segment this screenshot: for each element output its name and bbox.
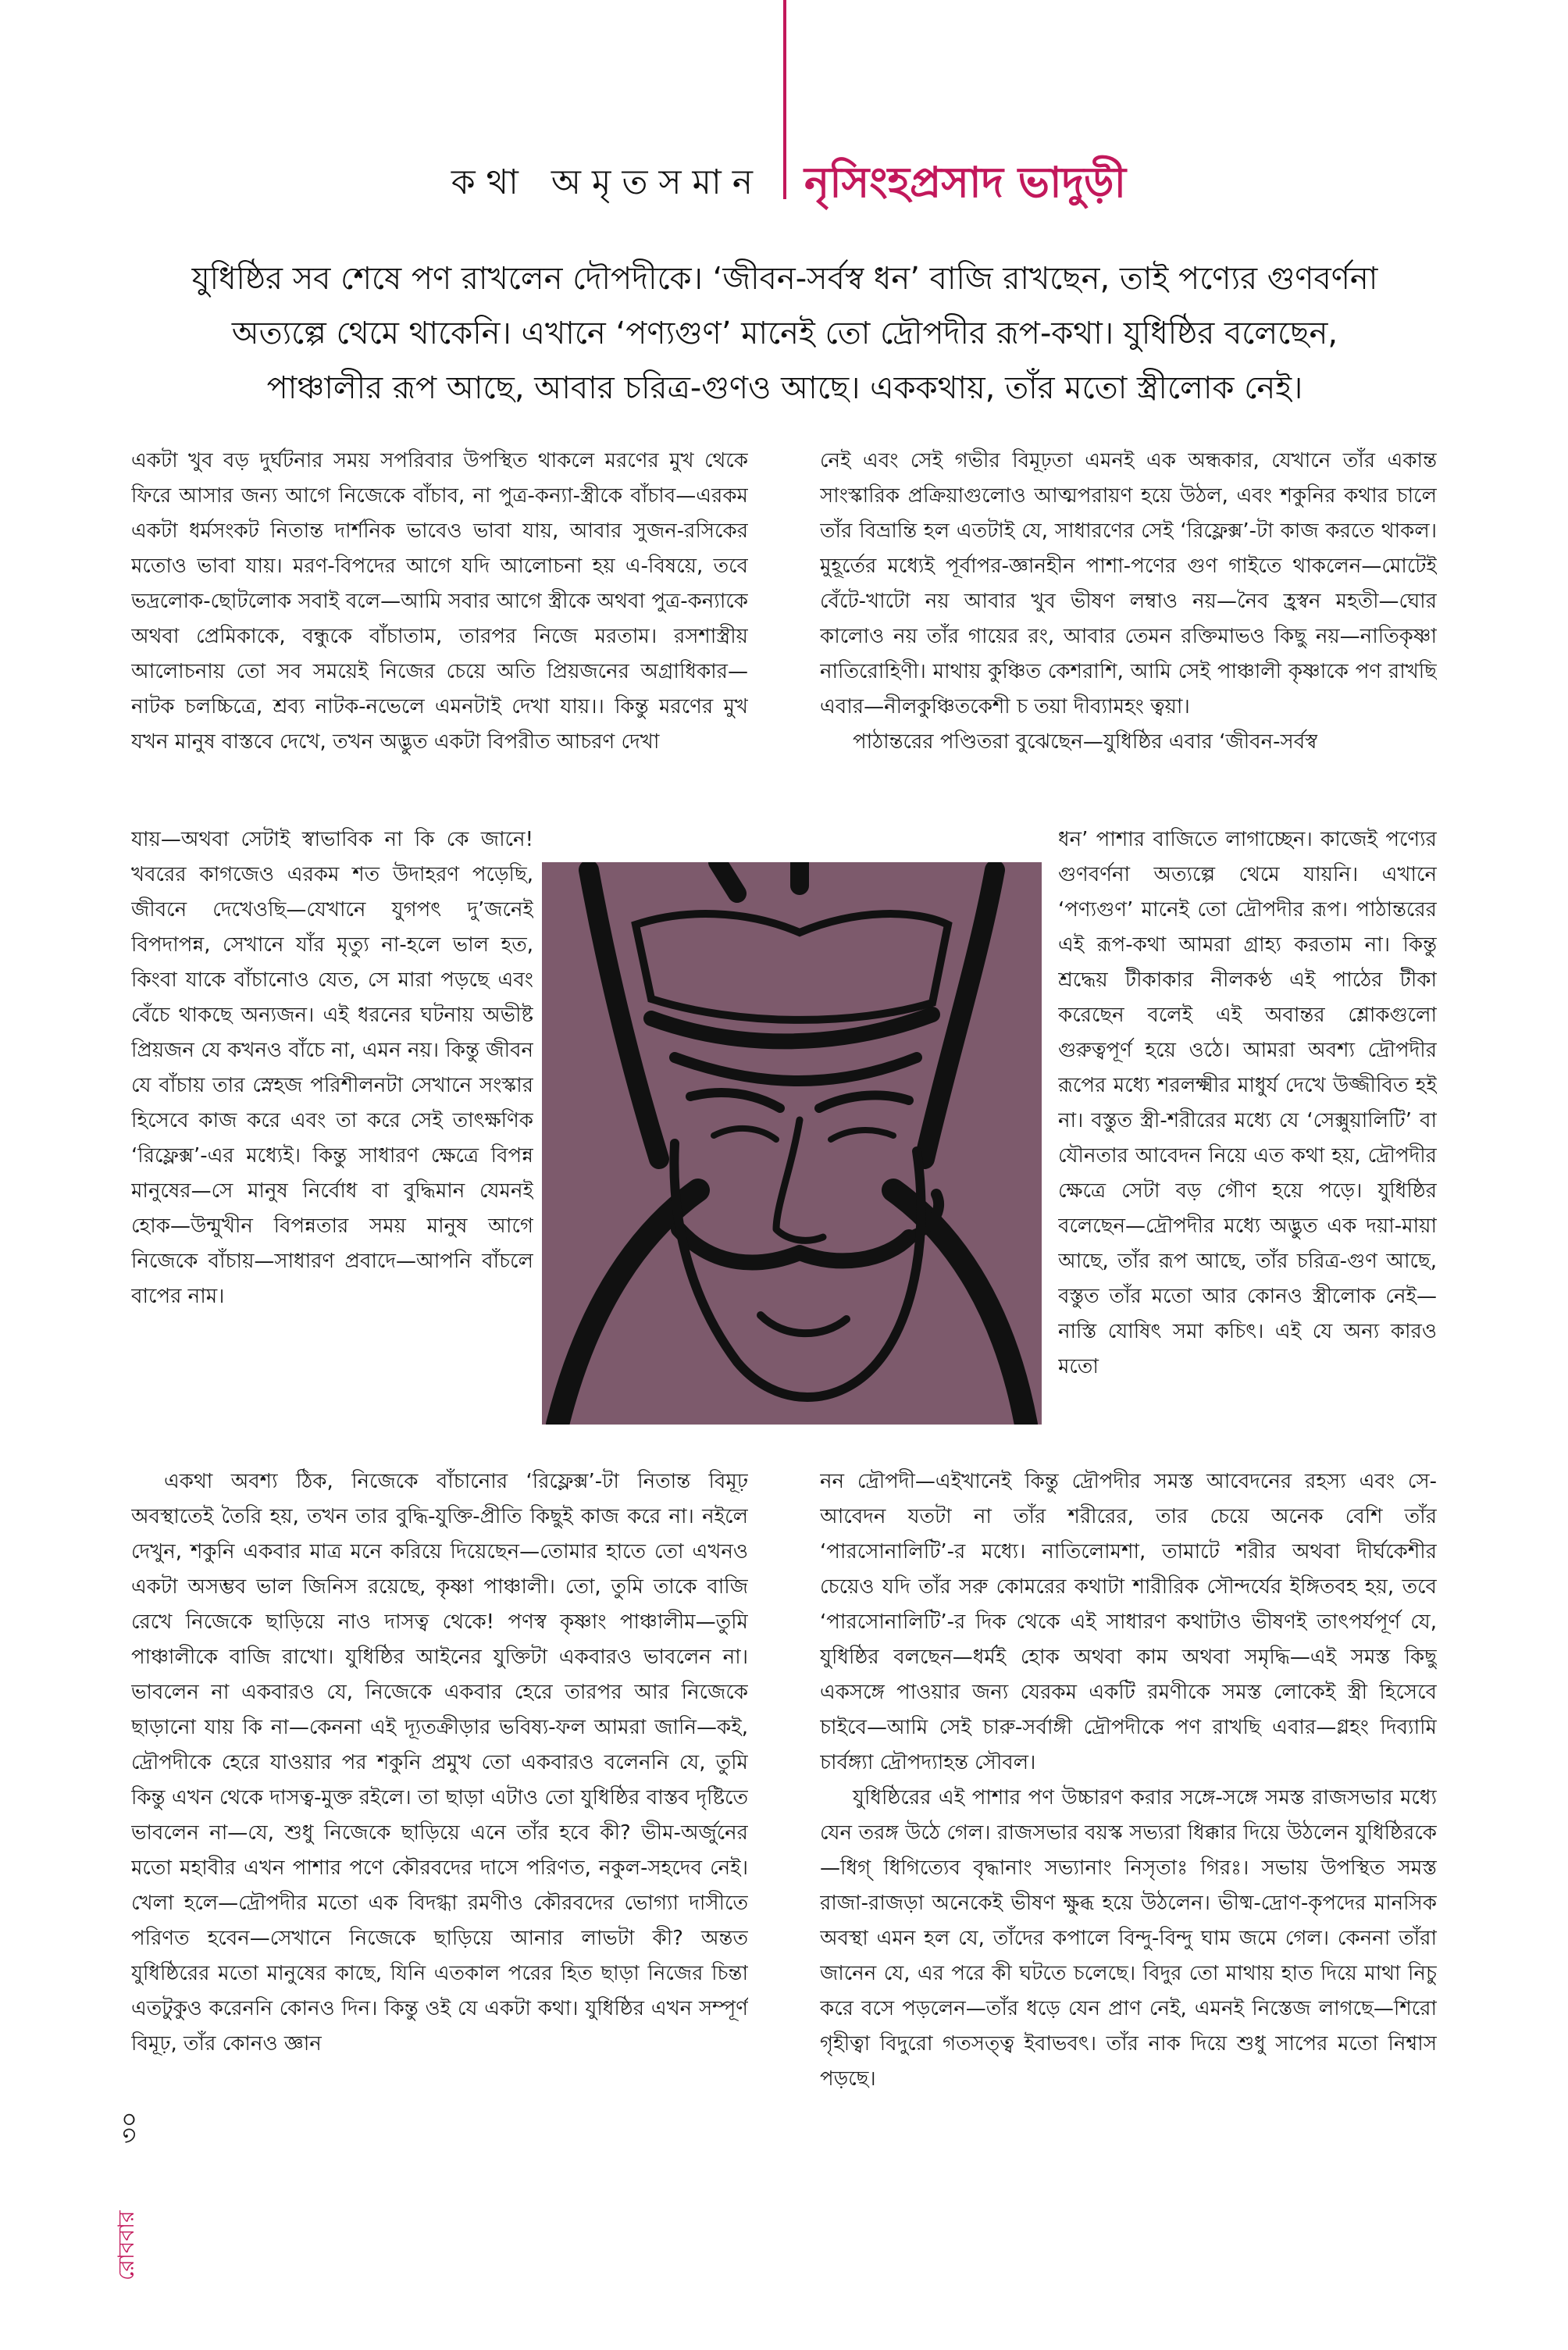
- column-title: কথা অমৃতসমান: [451, 162, 764, 202]
- left-column-bottom: [131, 1464, 748, 2206]
- yudhishthira-illustration: [542, 862, 1042, 1425]
- paragraph: যায়—অথবা সেটাই স্বাভাবিক না কি কে জানে! খবরের কাগজেও এরকম শত উদাহরণ পড়েছি, জীবনে দেখেওছি—যেখানে যুগপৎ দু’জনেই বিপদাপন্ন, সেখানে যাঁর মৃত্যু না-হলে ভাল হত, কিংবা যাকে বাঁচানোও যেত, সে মারা পড়ছে এবং বেঁচে থাকছে অন্যজন। এই ধরনের ঘটনায় অভীষ্ট প্রিয়জন যে কখনও বাঁচে না, এমন নয়। কিন্তু জীবন যে বাঁচায় তার স্নেহজ পরিশীলনটা সেখানে সংস্কার হিসেবে কাজ করে এবং তা করে সেই তাৎক্ষণিক ‘রিফ্লেক্স’-এর মধ্যেই। কিন্তু সাধারণ ক্ষেত্রে বিপন্ন মানুষের—সে মানুষ নির্বোধ বা বুদ্ধিমান যেমনই হোক—উন্মুখীন বিপন্নতার সময় মানুষ আগে নিজেকে বাঁচায়—সাধারণ প্রবাদে—আপনি বাঁচলে বাপের নাম।: [131, 828, 533, 1308]
- author-name: নৃসিংহপ্রসাদ ভাদুড়ী: [804, 158, 1127, 207]
- paragraph: নন দ্রৌপদী—এইখানেই কিন্তু দ্রৌপদীর সমস্ত আবেদনের রহস্য এবং সে-আবেদন যতটা না তাঁর শরীরের, তার চেয়ে অনেক বেশি তাঁর ‘পারসোনালিটি’-র মধ্যে। নাতিলোমশা, তামাটে শরীর অথবা দীর্ঘকেশীর চেয়েও যদি তাঁর সরু কোমরের কথাটা শারীরিক সৌন্দর্যের ইঙ্গিতবহ হয়, তবে ‘পারসোনালিটি’-র দিক থেকে এই সাধারণ কথাটাও ভীষণই তাৎপর্যপূর্ণ যে, যুধিষ্ঠির বলছেন—ধর্মই হোক অথবা কাম অথবা সমৃদ্ধি—এই সমস্ত কিছু একসঙ্গে পাওয়ার জন্য যেরকম একটি রমণীকে সমস্ত লোকেই স্ত্রী হিসেবে চাইবে—আমি সেই চারু-সর্বাঙ্গী দ্রৌপদীকে পণ রাখছি এবার—গ্লহং দিব্যামি চার্বঙ্গ্যা দ্রৌপদ্যাহন্ত সৌবল।: [820, 1470, 1437, 1774]
- right-column-top: [820, 444, 1437, 822]
- article-intro: যুধিষ্ঠির সব শেষে পণ রাখলেন দৌপদীকে। ‘জীবন-সর্বস্ব ধন’ বাজি রাখছেন, তাই পণ্যের গুণবর্ণনা অত্যল্পে থেমে থাকেনি। এখানে ‘পণ্যগুণ’ মানেই তো দ্রৌপদীর রূপ-কথা। যুধিষ্ঠির বলেছেন, পাঞ্চালীর রূপ আছে, আবার চরিত্র-গুণও আছে। এককথায়, তাঁর মতো স্ত্রীলোক নেই।: [191, 261, 1378, 406]
- header-divider: [783, 0, 786, 199]
- paragraph: একথা অবশ্য ঠিক, নিজেকে বাঁচানোর ‘রিফ্লেক্স’-টা নিতান্ত বিমূঢ় অবস্থাতেই তৈরি হয়, তখন তার বুদ্ধি-যুক্তি-প্রীতি কিছুই কাজ করে না। নইলে দেখুন, শকুনি একবার মাত্র মনে করিয়ে দিয়েছেন—তোমার হাতে তো এখনও একটা অসম্ভব ভাল জিনিস রয়েছে, কৃষ্ণা পাঞ্চালী। তো, তুমি তাকে বাজি রেখে নিজেকে ছাড়িয়ে নাও দাসত্ব থেকে! পণস্ব কৃষ্ণাং পাঞ্চালীম—তুমি পাঞ্চালীকে বাজি রাখো। যুধিষ্ঠির আইনের যুক্তিটা একবারও ভাবলেন না। ভাবলেন না একবারও যে, নিজেকে একবার হেরে তারপর আর নিজেকে ছাড়ানো যায় কি না—কেননা এই দ্যূতক্রীড়ার ভবিষ্য-ফল আমরা জানি—কই, দ্রৌপদীকে হেরে যাওয়ার পর শকুনি প্রমুখ তো একবারও বলেননি যে, তুমি কিন্তু এখন থেকে দাসত্ব-মুক্ত রইলে। তা ছাড়া এটাও তো যুধিষ্ঠির বাস্তব দৃষ্টিতে ভাবলেন না—যে, শুধু নিজেকে ছাড়িয়ে এনে তাঁর হবে কী? ভীম-অর্জুনের মতো মহাবীর এখন পাশার পণে কৌরবদের দাসে পরিণত, নকুল-সহদেব নেই। খেলা হলে—দ্রৌপদীর মতো এক বিদগ্ধা রমণীও কৌরবদের ভোগ্যা দাসীতে পরিণত হবেন—সেখানে নিজেকে ছাড়িয়ে আনার লাভটা কী? অন্তত যুধিষ্ঠিরের মতো মানুষের কাছে, যিনি এতকাল পরের হিত ছাড়া নিজের চিন্তা এতটুকুও করেননি কোনও দিন। কিন্তু ওই যে একটা কথা। যুধিষ্ঠির এখন সম্পূর্ণ বিমূঢ়, তাঁর কোনও জ্ঞান: [131, 1470, 748, 2056]
- paragraph: ধন’ পাশার বাজিতে লাগাচ্ছেন। কাজেই পণ্যের গুণবর্ণনা অত্যল্পে থেমে যায়নি। এখানে ‘পণ্যগুণ’ মানেই তো দ্রৌপদীর রূপ। পাঠান্তরের এই রূপ-কথা আমরা গ্রাহ্য করতাম না। কিন্তু শ্রদ্ধেয় টীকাকার নীলকণ্ঠ এই পাঠের টীকা করেছেন বলেই এই অবান্তর শ্লোকগুলো গুরুত্বপূর্ণ হয়ে ওঠে। আমরা অবশ্য দ্রৌপদীর রূপের মধ্যে শরলক্ষ্মীর মাধুর্য দেখে উজ্জীবিত হই না। বস্তুত স্ত্রী-শরীরের মধ্যে যে ‘সেক্সুয়ালিটি’ বা যৌনতার আবেদন নিয়ে এত কথা হয়, দ্রৌপদীর ক্ষেত্রে সেটা বড় গৌণ হয়ে পড়ে। যুধিষ্ঠির বলেছেন—দ্রৌপদীর মধ্যে অদ্ভুত এক দয়া-মায়া আছে, তাঁর রূপ আছে, তাঁর চরিত্র-গুণ আছে, বস্তুত তাঁর মতো আর কোনও স্ত্রীলোক নেই—নাস্তি যোষিৎ সমা কচিৎ। এই যে অন্য কারও মতো: [1058, 828, 1437, 1378]
- paragraph: নেই এবং সেই গভীর বিমূঢ়তা এমনই এক অন্ধকার, যেখানে তাঁর একান্ত সাংস্কারিক প্রক্রিয়াগুলোও আত্মপরায়ণ হয়ে উঠল, এবং শকুনির কথার চালে তাঁর বিভ্রান্তি হল এতটাই যে, সাধারণের সেই ‘রিফ্লেক্স’-টা কাজ করতে থাকল। মুহূর্তের মধ্যেই পূর্বাপর-জ্ঞানহীন পাশা-পণের গুণ গাইতে থাকলেন—মোটেই বেঁটে-খাটো নয় আবার খুব ভীষণ লম্বাও নয়—নৈব হ্রস্বন মহতী—ঘোর কালোও নয় তাঁর গায়ের রং, আবার তেমন রক্তিমাভও কিছু নয়—নাতিকৃষ্ণা নাতিরোহিণী। মাথায় কুঞ্চিত কেশরাশি, আমি সেই পাঞ্চালী কৃষ্ণাকে পণ রাখছি এবার—নীলকুঞ্চিতকেশী চ তয়া দীব্যামহং ত্বয়া।: [820, 449, 1437, 719]
- magazine-name: রোববার: [113, 2210, 139, 2280]
- right-column-wrap: [1058, 822, 1437, 1464]
- paragraph: পাঠান্তরের পণ্ডিতরা বুঝেছেন—যুধিষ্ঠির এবার ‘জীবন-সর্বস্ব: [853, 730, 1318, 754]
- paragraph: একটা খুব বড় দুর্ঘটনার সময় সপরিবার উপস্থিত থাকলে মরণের মুখ থেকে ফিরে আসার জন্য আগে নিজেকে বাঁচাব, না পুত্র-কন্যা-স্ত্রীকে বাঁচাব—এরকম একটা ধর্মসংকট নিতান্ত দার্শনিক ভাবেও ভাবা যায়, আবার সুজন-রসিকের মতোও ভাবা যায়। মরণ-বিপদের আগে যদি আলোচনা হয় এ-বিষয়ে, তবে ভদ্রলোক-ছোটলোক সবাই বলে—আমি সবার আগে স্ত্রীকে অথবা পুত্র-কন্যাকে অথবা প্রেমিকাকে, বন্ধুকে বাঁচাতাম, তারপর নিজে মরতাম। রসশাস্ত্রীয় আলোচনায় তো সব সময়েই নিজের চেয়ে অতি প্রিয়জনের অগ্রাধিকার—নাটক চলচ্চিত্রে, শ্রব্য নাটক-নভেলে এমনটাই দেখা যায়।। কিন্তু মরণের মুখ যখন মানুষ বাস্তবে দেখে, তখন অদ্ভুত একটা বিপরীত আচরণ দেখা: [131, 449, 748, 754]
- left-column-wrap: [131, 822, 533, 1464]
- left-column-top: [131, 444, 748, 822]
- right-column-bottom: [820, 1464, 1437, 2206]
- paragraph: যুধিষ্ঠিরের এই পাশার পণ উচ্চারণ করার সঙ্গে-সঙ্গে সমস্ত রাজসভার মধ্যে যেন তরঙ্গ উঠে গেল। রাজসভার বয়স্ক সভ্যরা ধিক্কার দিয়ে উঠলেন যুধিষ্ঠিরকে—ধিগ্ ধিগিত্যেব বৃদ্ধানাং সভ্যানাং নিসৃতাঃ গিরঃ। সভায় উপস্থিত সমস্ত রাজা-রাজড়া অনেকেই ভীষণ ক্ষুব্ধ হয়ে উঠলেন। ভীষ্ম-দ্রোণ-কৃপদের মানসিক অবস্থা এমন হল যে, তাঁদের কপালে বিন্দু-বিন্দু ঘাম জমে গেল। কেননা তাঁরা জানেন যে, এর পরে কী ঘটতে চলেছে। বিদুর তো মাথায় হাত দিয়ে মাথা নিচু করে বসে পড়লেন—তাঁর ধড়ে যেন প্রাণ নেই, এমনই নিস্তেজ লাগছে—শিরো গৃহীত্বা বিদুরো গতসত্ত্ব ইবাভবৎ। তাঁর নাক দিয়ে শুধু সাপের মতো নিশ্বাস পড়ছে।: [820, 1786, 1437, 2091]
- page-number: ৩০: [114, 2111, 144, 2144]
